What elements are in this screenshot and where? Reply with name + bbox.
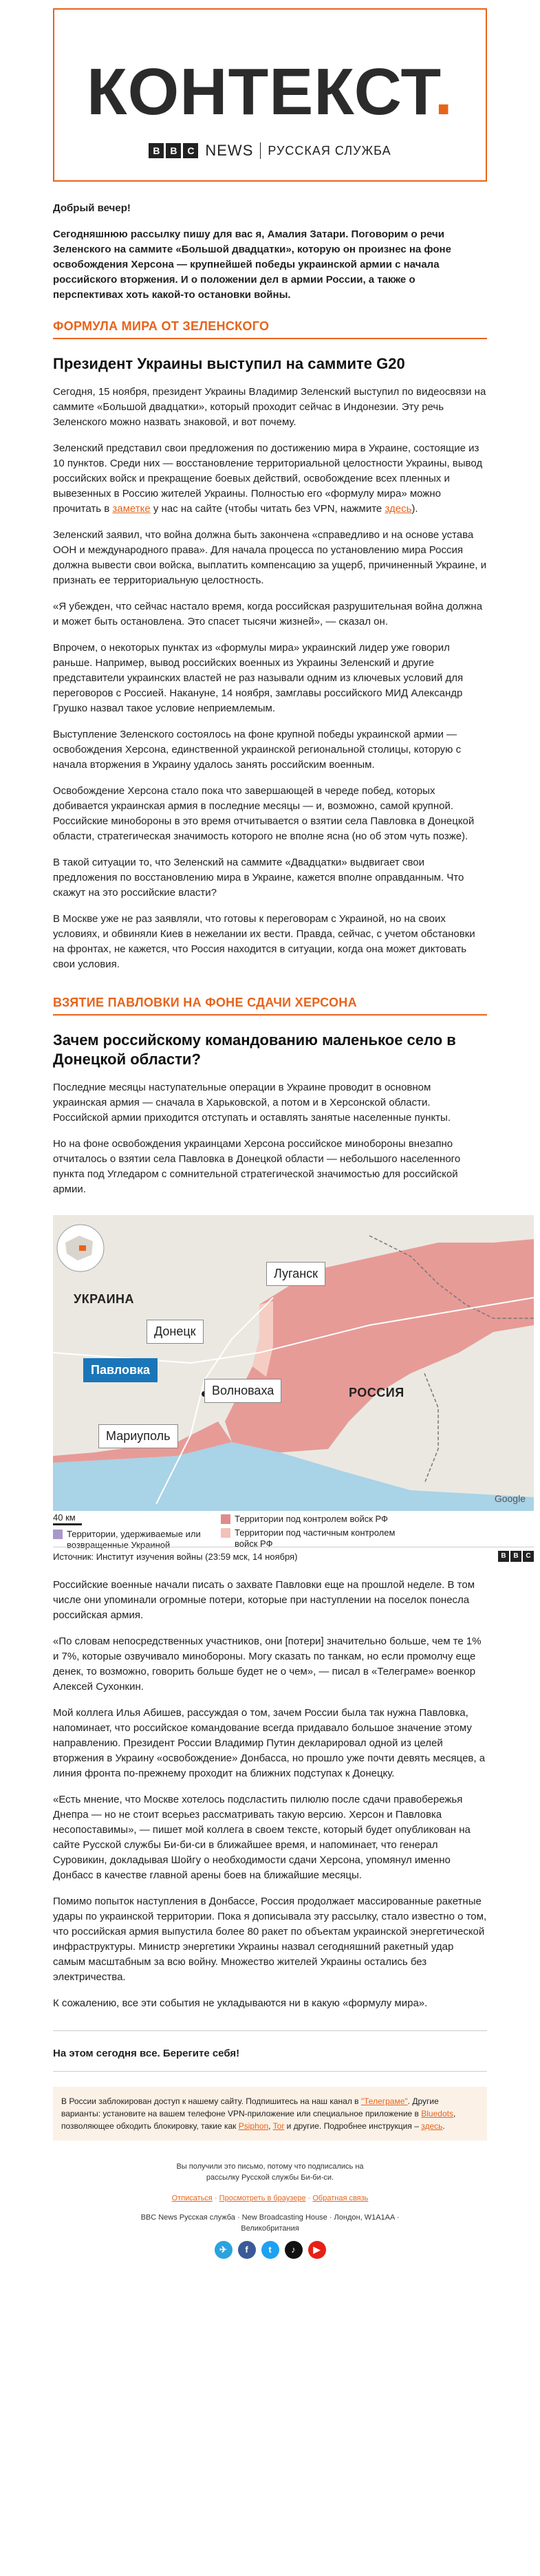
lead-paragraph: Сегодняшнюю рассылку пишу для вас я, Амалия Затари. Поговорим о речи Зеленского на саммите «Большой двадцатки», которую он произнес на фоне освобождения Херсона — крупнейшей победы украинской армии с начала российского вторжения. И о положении дел в армии России, а также о перспективах хоть какой-то остановки войны.	[53, 228, 451, 301]
footer-links: Отписаться · Просмотреть в браузере · Обратная связь	[171, 2194, 369, 2202]
legend-item-russia: Территории под контролем войск РФ	[221, 1514, 427, 1525]
article-heading-pavlovka: Зачем российскому командованию маленькое село в Донецкой области?	[53, 1031, 456, 1068]
map-label-pavlovka: Павловка	[83, 1358, 158, 1382]
paragraph: «Я убежден, что сейчас настало время, когда российская разрушительная война должна и может быть остановлена. Это спасет тысячи жизней», — сказал он.	[53, 601, 483, 627]
bbc-blocks-icon: B B C	[149, 143, 198, 158]
paragraph: Сегодня, 15 ноября, президент Украины Владимир Зеленский выступил по видеосвязи на саммите «Большой двадцатки», который проходит сейчас в Индонезии. Эту речь Зеленского можно назвать знаковой, и вот почему.	[53, 386, 486, 428]
google-attribution: Google	[494, 1493, 526, 1504]
content-divider	[53, 2030, 487, 2031]
facebook-icon[interactable]: f	[238, 2241, 256, 2259]
paragraph: Впрочем, о некоторых пунктах из «формулы мира» украинский лидер уже говорил раньше. Например, вывод российских военных из Украины Зеленский и другие представители украинских властей не раз называли одним из ключевых условий для переговоров с Россией. Накануне, 14 ноября, замглавы российского МИД Александр Грушко назвал такое условие неприемлемым.	[53, 642, 464, 714]
view-in-browser-link[interactable]: Просмотреть в браузере	[219, 2194, 306, 2202]
map-source	[53, 1547, 534, 1567]
legend-item-partial: Территории под частичным контролем войск РФ	[221, 1527, 400, 1549]
paragraph: «По словам непосредственных участников, они [потери] значительно больше, чем те 1% и 7%, которые озвучивало минобороны. Могу сказать по танкам, но если промолчу еще денек, то возможно, говорить больше будет не о чем», — писал в «Телеграме» военкор Алексей Сухонкин.	[53, 1635, 482, 1693]
legend-swatch	[53, 1530, 63, 1539]
paragraph: Российские военные начали писать о захвате Павловки еще на прошлой неделе. В том числе они упоминали огромные потери, которые при наступлении на поселок понесла российская армия.	[53, 1579, 475, 1621]
kontekst-logo: КОНТЕКСТ.	[86, 55, 453, 129]
instructions-link[interactable]: здесь	[421, 2121, 443, 2131]
map-country-ukraine: УКРАИНА	[74, 1292, 135, 1306]
social-links	[30, 2241, 510, 2273]
logo-divider	[260, 142, 261, 159]
paragraph: К сожалению, все эти события не укладываются ни в какую «формулу мира».	[53, 1997, 428, 2009]
frontline-map	[53, 1215, 534, 1511]
mirror-link[interactable]: здесь	[385, 503, 412, 515]
article-link[interactable]: заметке	[112, 503, 151, 515]
map-label-lugansk: Луганск	[266, 1262, 325, 1286]
section-title-pavlovka: ВЗЯТИЕ ПАВЛОВКИ НА ФОНЕ СДАЧИ ХЕРСОНА	[53, 996, 487, 1016]
map-country-russia: РОССИЯ	[349, 1386, 404, 1399]
map-scale-label: 40 км	[53, 1512, 76, 1523]
newsletter-page	[0, 8, 540, 2273]
section-title-peace-formula: ФОРМУЛА МИРА ОТ ЗЕЛЕНСКОГО	[53, 319, 487, 339]
tiktok-icon[interactable]: ♪	[285, 2241, 303, 2259]
header-banner	[53, 8, 487, 182]
map-scale-bar	[53, 1523, 82, 1525]
map-legend	[53, 1511, 534, 1550]
footer	[30, 2161, 510, 2273]
map-label-donetsk: Донецк	[147, 1320, 204, 1344]
service-label: РУССКАЯ СЛУЖБА	[268, 143, 391, 158]
paragraph: Но на фоне освобождения украинцами Херсона российское минобороны внезапно отчиталось о взятии села Павловка в Донецкой области — небольшого населенного пункта под Угледаром с сомнительной стратегической значимостью для российской армии.	[53, 1138, 461, 1195]
paragraph: Освобождение Херсона стало пока что завершающей в череде побед, которых добивается украинская армия в последние месяцы — и, возможно, самой крупной. Российские минобороны в это время отчитывается о взятии села Павловка в Донецкой области, стратегическая значимость которого не вполне ясна (но об этом чуть позже).	[53, 785, 475, 842]
paragraph: Выступление Зеленского состоялось на фоне крупной победы украинской армии — освобождения Херсона, единственной украинской региональной столицы, которую с начала вторжения в Украину удалось занять российским военным.	[53, 729, 462, 771]
blocking-notice: В России заблокирован доступ к нашему сайту. Подпишитесь на наш канал в "Телеграме". Другие варианты: установите на вашем телефоне VPN-приложение или специальное приложение в Bluedots, позволяющее обходить блокировку, такие как Psiphon, Tor и другие. Подробнее инструкция – здесь.	[53, 2087, 487, 2140]
youtube-icon[interactable]: ▶	[308, 2241, 326, 2259]
paragraph: Последние месяцы наступательные операции в Украине проводит в основном украинская армия — сначала в Харьковской, а потом и в Херсонской области. Российской армии приходится отступать и оставлять занятые населенные пункты.	[53, 1082, 451, 1124]
footer-subscription-note: Вы получили это письмо, потому что подписались на рассылку Русской службы Би-би-си.	[176, 2162, 364, 2182]
legend-item-ukraine: Территории, удерживаемые или возвращенные Украиной	[53, 1529, 211, 1551]
paragraph: «Есть мнение, что Москве хотелось подсластить пилюлю после сдачи правобережья Днепра — но не стоит всерьез рассматривать такую версию. Херсон и Павловка несопоставимы», — пишет мой коллега в своем тексте, который будет опубликован на сайте Русской службы Би-би-си в ближайшее время, и напоминает, что генерал Суровикин, докладывая Шойгу о необходимости сдачи Херсона, упомянул именно Донбасс в качестве главной арены боев на ближайшие месяцы.	[53, 1794, 471, 1881]
map-source-text: Источник: Институт изучения войны (23:59 мск, 14 ноября)	[53, 1552, 298, 1562]
twitter-icon[interactable]: t	[261, 2241, 279, 2259]
footer-address: BBC News Русская служба · New Broadcasting House · Лондон, W1A1AA · Великобритания	[140, 2213, 400, 2233]
tor-link[interactable]: Tor	[272, 2121, 285, 2131]
legend-swatch	[221, 1528, 230, 1538]
map-label-mariupol: Мариуполь	[98, 1424, 178, 1448]
bluedots-link[interactable]: Bluedots	[421, 2109, 453, 2118]
paragraph: Зеленский представил свои предложения по достижению мира в Украине, состоящие из 10 пунктов. Среди них — восстановление территориальной целостности Украины, вывод российских войск и прекращение боевых действий, освобождение всех пленных и вывезенных в Россию жителей Украины. Полностью его «формулу мира» можно прочитать в заметке у нас на сайте (чтобы читать без VPN, нажмите здесь).	[53, 442, 483, 515]
paragraph: В такой ситуации то, что Зеленский на саммите «Двадцатки» выдвигает свои предложения по восстановлению мира в Украине, кажется вполне оправданным. Что скажут на это российские власти?	[53, 857, 464, 899]
newsletter-card	[30, 8, 531, 2273]
content-divider	[53, 2071, 487, 2072]
telegram-link[interactable]: "Телеграме"	[360, 2096, 408, 2106]
legend-swatch	[221, 1514, 230, 1524]
bbc-small-logo: B B C	[498, 1551, 534, 1562]
map-label-volnovakha: Волноваха	[204, 1379, 281, 1403]
paragraph: Мой коллега Илья Абишев, рассуждая о том, зачем России была так нужна Павловка, напоминает, что российское командование всегда придавало большое значение этому направлению. Президент России Владимир Путин декларировал одной из целей вторжения в Украину «освобождение» Донбасса, но прошло уже почти девять месяцев, а линия фронта по-прежнему проходит на ближних подступах к Донецку.	[53, 1707, 486, 1779]
feedback-link[interactable]: Обратная связь	[312, 2194, 369, 2202]
bbc-russian-logo	[54, 142, 486, 160]
psiphon-link[interactable]: Psiphon	[238, 2121, 269, 2131]
closing-line: На этом сегодня все. Берегите себя!	[53, 2048, 240, 2059]
greeting: Добрый вечер!	[53, 202, 131, 214]
newsletter-content	[53, 201, 531, 2072]
paragraph: Помимо попыток наступления в Донбассе, Россия продолжает массированные ракетные удары по украинской территории. Пока я дописывала эту рассылку, стало известно о том, что российская армия выпустила более 80 ракет по объектам украинской энергетической инфраструктуры. Министр энергетики Украины назвал сегодняшний ракетный удар самым масштабным за всю войну. Множество жителей Украины остались без электричества.	[53, 1896, 487, 1983]
article-heading-g20: Президент Украины выступил на саммите G20	[53, 355, 405, 372]
telegram-icon[interactable]: ✈	[215, 2241, 233, 2259]
paragraph: В Москве уже не раз заявляли, что готовы к переговорам с Украиной, но на своих условиях, и обвиняли Киев в нежелании их вести. Правда, сейчас, с учетом обстановки на фронтах, не кажется, что Россия находится в ситуации, когда она может диктовать свои условия.	[53, 913, 475, 970]
news-label: NEWS	[205, 142, 254, 159]
unsubscribe-link[interactable]: Отписаться	[171, 2194, 213, 2202]
paragraph: Зеленский заявил, что война должна быть закончена «справедливо и на основе устава ООН и международного права». Для начала процесса по установлению мира Россия должна вывести свои войска, выплатить компенсацию за ущерб, причиненный Украине, и признать ее территориальную целостность.	[53, 529, 487, 586]
